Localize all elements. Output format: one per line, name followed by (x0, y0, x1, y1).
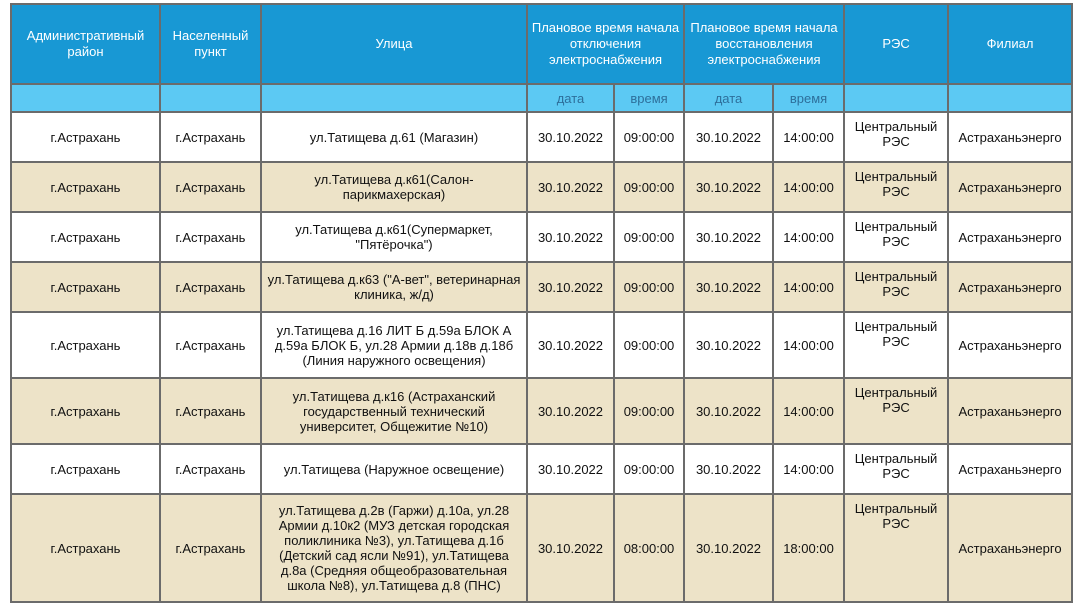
cell-branch: Астраханьэнерго (948, 262, 1072, 312)
cell-on-time: 14:00:00 (773, 378, 844, 444)
cell-off-date: 30.10.2022 (527, 112, 614, 162)
cell-district: г.Астрахань (11, 444, 160, 494)
cell-res: Центральный РЭС (844, 378, 948, 444)
cell-on-time: 18:00:00 (773, 494, 844, 602)
cell-street: ул.Татищева д.к61(Супермаркет, "Пятёрочка") (261, 212, 527, 262)
cell-street: ул.Татищева д.к16 (Астраханский государственный технический университет, Общежитие №10) (261, 378, 527, 444)
cell-off-date: 30.10.2022 (527, 162, 614, 212)
cell-on-date: 30.10.2022 (684, 378, 773, 444)
cell-locality: г.Астрахань (160, 262, 261, 312)
table-row (11, 262, 1072, 312)
subheader-empty (261, 84, 527, 112)
cell-on-time: 14:00:00 (773, 162, 844, 212)
header-locality: Населенный пункт (160, 4, 261, 84)
subheader-date-on: дата (684, 84, 773, 112)
subheader-empty (11, 84, 160, 112)
cell-on-date: 30.10.2022 (684, 162, 773, 212)
cell-on-date: 30.10.2022 (684, 212, 773, 262)
table-row (11, 162, 1072, 212)
table-row (11, 444, 1072, 494)
cell-branch: Астраханьэнерго (948, 494, 1072, 602)
cell-locality: г.Астрахань (160, 494, 261, 602)
cell-off-date: 30.10.2022 (527, 378, 614, 444)
cell-off-date: 30.10.2022 (527, 494, 614, 602)
subheader-row (11, 84, 1072, 112)
cell-on-date: 30.10.2022 (684, 494, 773, 602)
cell-off-time: 09:00:00 (614, 162, 684, 212)
cell-on-date: 30.10.2022 (684, 262, 773, 312)
cell-branch: Астраханьэнерго (948, 378, 1072, 444)
cell-street: ул.Татищева д.61 (Магазин) (261, 112, 527, 162)
cell-locality: г.Астрахань (160, 312, 261, 378)
header-on-time: Плановое время начала восстановления электроснабжения (684, 4, 844, 84)
table-row (11, 378, 1072, 444)
header-off-time: Плановое время начала отключения электроснабжения (527, 4, 684, 84)
header-branch: Филиал (948, 4, 1072, 84)
cell-locality: г.Астрахань (160, 162, 261, 212)
cell-district: г.Астрахань (11, 212, 160, 262)
cell-on-time: 14:00:00 (773, 312, 844, 378)
cell-res: Центральный РЭС (844, 494, 948, 602)
cell-res: Центральный РЭС (844, 112, 948, 162)
cell-res: Центральный РЭС (844, 262, 948, 312)
cell-on-date: 30.10.2022 (684, 312, 773, 378)
cell-branch: Астраханьэнерго (948, 212, 1072, 262)
cell-res: Центральный РЭС (844, 444, 948, 494)
cell-branch: Астраханьэнерго (948, 112, 1072, 162)
cell-off-date: 30.10.2022 (527, 262, 614, 312)
cell-on-time: 14:00:00 (773, 444, 844, 494)
cell-on-time: 14:00:00 (773, 212, 844, 262)
cell-district: г.Астрахань (11, 112, 160, 162)
cell-street: ул.Татищева (Наружное освещение) (261, 444, 527, 494)
cell-street: ул.Татищева д.к63 ("А-вет", ветеринарная клиника, ж/д) (261, 262, 527, 312)
cell-street: ул.Татищева д.16 ЛИТ Б д.59а БЛОК А д.59а БЛОК Б, ул.28 Армии д.18в д.18б (Линия наружного освещения) (261, 312, 527, 378)
cell-district: г.Астрахань (11, 262, 160, 312)
table-row (11, 494, 1072, 602)
header-res: РЭС (844, 4, 948, 84)
cell-branch: Астраханьэнерго (948, 312, 1072, 378)
cell-res: Центральный РЭС (844, 212, 948, 262)
table-row (11, 112, 1072, 162)
cell-street: ул.Татищева д.к61(Салон-парикмахерская) (261, 162, 527, 212)
table-row (11, 312, 1072, 378)
cell-res: Центральный РЭС (844, 312, 948, 378)
cell-off-date: 30.10.2022 (527, 212, 614, 262)
cell-res: Центральный РЭС (844, 162, 948, 212)
subheader-empty (844, 84, 948, 112)
cell-off-date: 30.10.2022 (527, 444, 614, 494)
cell-off-time: 09:00:00 (614, 212, 684, 262)
cell-district: г.Астрахань (11, 312, 160, 378)
cell-district: г.Астрахань (11, 494, 160, 602)
table-row (11, 212, 1072, 262)
cell-off-time: 09:00:00 (614, 444, 684, 494)
header-row (11, 4, 1072, 84)
cell-district: г.Астрахань (11, 378, 160, 444)
subheader-time-on: время (773, 84, 844, 112)
cell-off-time: 08:00:00 (614, 494, 684, 602)
cell-on-time: 14:00:00 (773, 262, 844, 312)
cell-on-time: 14:00:00 (773, 112, 844, 162)
cell-locality: г.Астрахань (160, 444, 261, 494)
cell-branch: Астраханьэнерго (948, 162, 1072, 212)
cell-locality: г.Астрахань (160, 112, 261, 162)
subheader-date-off: дата (527, 84, 614, 112)
header-street: Улица (261, 4, 527, 84)
cell-off-date: 30.10.2022 (527, 312, 614, 378)
cell-off-time: 09:00:00 (614, 378, 684, 444)
subheader-empty (948, 84, 1072, 112)
cell-locality: г.Астрахань (160, 212, 261, 262)
cell-off-time: 09:00:00 (614, 262, 684, 312)
cell-on-date: 30.10.2022 (684, 444, 773, 494)
subheader-time-off: время (614, 84, 684, 112)
cell-on-date: 30.10.2022 (684, 112, 773, 162)
subheader-empty (160, 84, 261, 112)
cell-district: г.Астрахань (11, 162, 160, 212)
cell-street: ул.Татищева д.2в (Гаржи) д.10а, ул.28 Армии д.10к2 (МУЗ детская городская поликлиника №3), ул.Татищева д.1б (Детский сад ясли №91), ул.Татищева д.8а (Средняя общеобразовательная школа №8), ул.Татищева д.8 (ПНС) (261, 494, 527, 602)
cell-branch: Астраханьэнерго (948, 444, 1072, 494)
cell-off-time: 09:00:00 (614, 112, 684, 162)
cell-locality: г.Астрахань (160, 378, 261, 444)
header-district: Административный район (11, 4, 160, 84)
cell-off-time: 09:00:00 (614, 312, 684, 378)
outage-table (10, 3, 1073, 603)
